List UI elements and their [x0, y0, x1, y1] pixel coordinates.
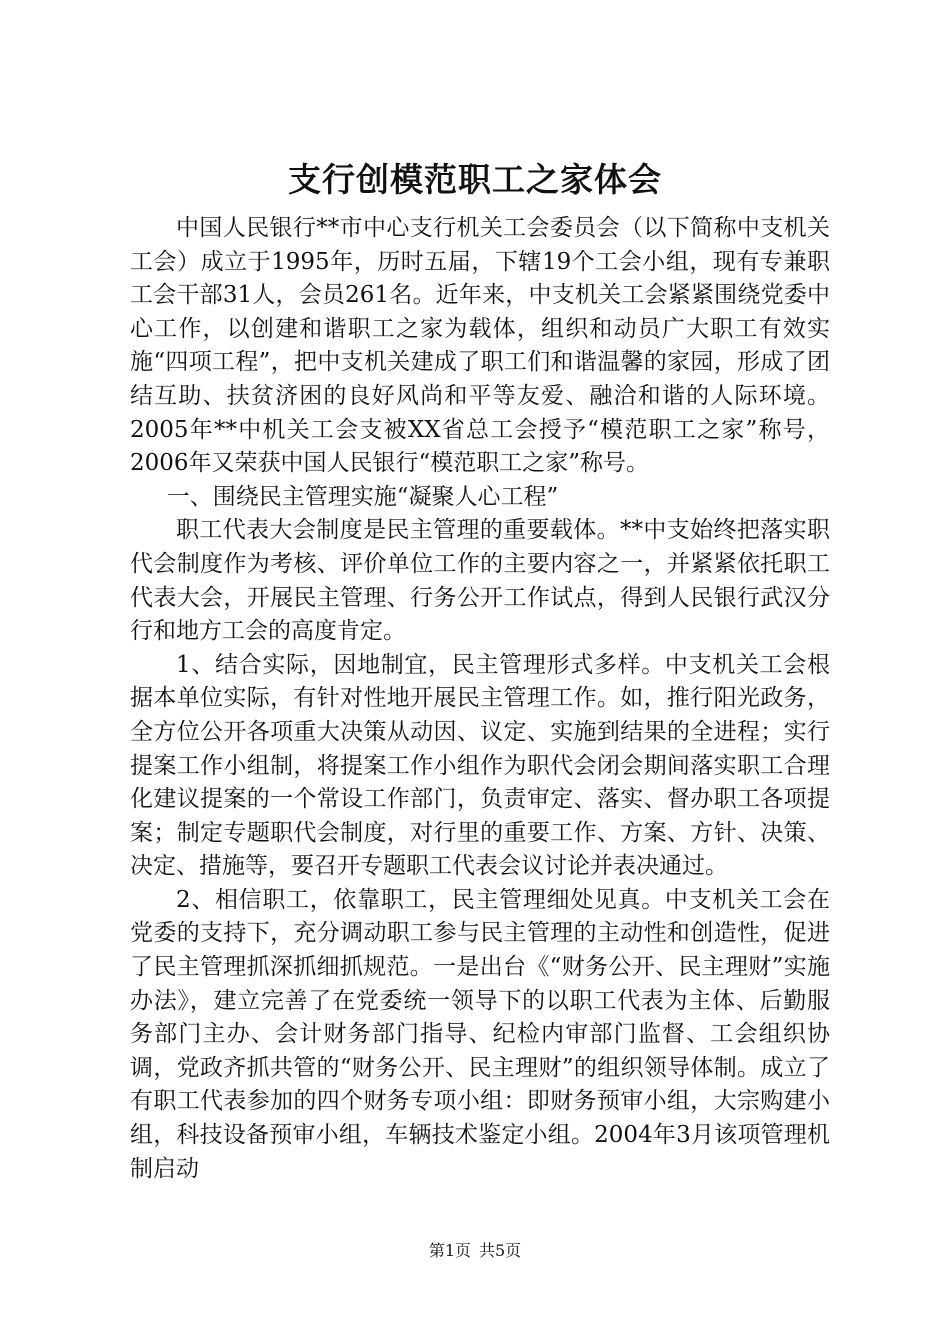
document-body — [130, 212, 830, 1186]
paragraph-point-1: 1、结合实际，因地制宜，民主管理形式多样。中支机关工会根据本单位实际，有针对性地开展民主管理工作。如，推行阳光政务，全方位公开各项重大决策从动因、议定、实施到结果的全进程；实行提案工作小组制，将提案工作小组作为职代会闭会期间落实职工合理化建议提案的一个常设工作部门，负责审定、落实、督办职工各项提案；制定专题职代会制度，对行里的重要工作、方案、方针、决策、决定、措施等，要召开专题职工代表会议讨论并表决通过。 — [130, 651, 830, 880]
page-total: 共5页 — [479, 1241, 522, 1260]
paragraph-point-2: 2、相信职工，依靠职工，民主管理细处见真。中支机关工会在党委的支持下，充分调动职工参与民主管理的主动性和创造性，促进了民主管理抓深抓细抓规范。一是出台《“财务公开、民主理财”实施办法》，建立完善了在党委统一领导下的以职工代表为主体、后勤服务部门主办、会计财务部门指导、纪检内审部门监督、工会组织协调，党政齐抓共管的“财务公开、民主理财”的组织领导体制。成立了有职工代表参加的四个财务专项小组：即财务预审小组，大宗购建小组，科技设备预审小组，车辆技术鉴定小组。2004年3月该项管理机制启动 — [130, 886, 830, 1182]
page-number: 第1页 — [428, 1241, 471, 1260]
paragraph-congress: 职工代表大会制度是民主管理的重要载体。**中支始终把落实职代会制度作为考核、评价单位工作的主要内容之一，并紧紧依托职工代表大会，开展民主管理、行务公开工作试点，得到人民银行武汉分行和地方工会的高度肯定。 — [130, 517, 830, 645]
page-footer — [0, 1240, 950, 1262]
document-title: 支行创模范职工之家体会 — [288, 160, 662, 199]
section-heading-1: 一、围绕民主管理实施“凝聚人心工程” — [166, 483, 559, 510]
paragraph-intro: 中国人民银行**市中心支行机关工会委员会（以下简称中支机关工会）成立于1995年，历时五届，下辖19个工会小组，现有专兼职工会干部31人，会员261名。近年来，中支机关工会紧紧围绕党委中心工作，以创建和谐职工之家为载体，组织和动员广大职工有效实施“四项工程”，把中支机关建成了职工们和谐温馨的家园，形成了团结互助、扶贫济困的良好风尚和平等友爱、融洽和谐的人际环境。2005年**中机关工会支被XX省总工会授予“模范职工之家”称号，2006年又荣获中国人民银行“模范职工之家”称号。 — [130, 215, 830, 477]
